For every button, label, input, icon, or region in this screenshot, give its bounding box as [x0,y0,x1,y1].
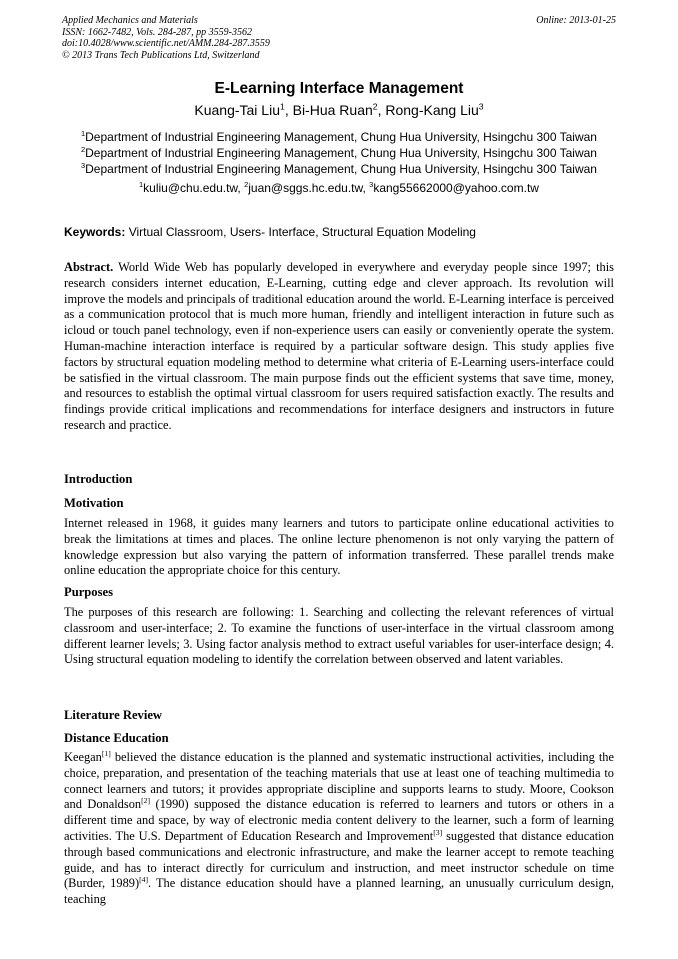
citation-ref: [2] [141,796,151,806]
paragraph-text: (1990) supposed the distance education is referred to learners and tutors or others in a different time and space, by way of electronic media content delivery to the learner, such a form of learning activities. The U.S. Department of Education Research and Improvement [64,797,614,843]
author-sup: 1 [280,101,285,112]
author-sup: 2 [372,101,378,112]
abstract-text: World Wide Web has popularly developed in everywhere and everyday people since 1997; this research considers internet education, E-Learning, cutting edge and clever approach. Its revolution will improve the models and principals of traditional education around the world. E-Learning interface is perceived as a communication protocol that is much more human, friendly and intelligent interaction in future such as icloud or touch panel technology, even if non-experience users can easily or conveniently operate the system. Human-machine interaction interface is required by a particular software design. This study applies five factors by structural equation modeling method to determine what criteria of E-Learning users-interface could be satisfied in the virtual classroom. The main purpose finds out the efficient systems that save time, money, and resources to establish the optimal virtual classroom for users required satisfaction exactly. The results and findings provide critical implications and recommendations for interface designers and instructors in future research and practice. [64,260,614,432]
author-name: Rong-Kang Liu [385,102,479,118]
author-sup: 3 [478,101,484,112]
affiliations [62,129,616,177]
citation-ref: [1] [101,748,111,758]
affiliation-line [62,161,616,177]
paragraph-text: believed the distance education is the planned and systematic instructional activities, including the choice, preparation, and presentation of the teaching materials that use at least one of teaching multimedia to connect learners and tutors; it provides appropriate discipline and supports learns to study. Moore, Cookson and Donaldson [64,750,614,812]
subsection-heading-motivation: Motivation [64,496,124,510]
abstract-label: Abstract. [64,260,114,274]
author-line: Kuang-Tai Liu$^1$, Bi-Hua Ruan$^2$, Rong-Kang Liu$^3$ [194,101,484,118]
subsection-heading-purposes: Purposes [64,585,113,599]
citation-ref: [3] [433,827,443,837]
affiliation-sup: 3 [81,161,86,170]
copyright-line: © 2013 Trans Tech Publications Ltd, Switzerland [62,49,260,61]
affiliation-line [62,145,616,161]
affiliation-text: Department of Industrial Engineering Management, Chung Hua University, Hsingchu 300 Taiwan [85,162,597,176]
section-heading-introduction: Introduction [64,472,133,486]
journal-header [62,15,616,61]
email-address: kang55662000@yahoo.com.tw [373,181,539,195]
paragraph-text: suggested that distance education through based communications and electronic infrastructure, and make the learner accept to remote teaching guide, and has to interact directly for curriculum and instruction, and meet instructor schedule on time (Burder, 1989) [64,828,614,891]
email-sup: 1 [139,180,144,189]
email-address: kuliu@chu.edu.tw [143,181,238,195]
author-name: Kuang-Tai Liu [194,102,280,118]
keywords-text: Virtual Classroom, Users- Interface, Structural Equation Modeling [128,225,476,239]
paragraph-text: . The distance education should have a planned learning, an unusually curriculum design, teaching [64,876,615,907]
email-line: $^1$kuliu@chu.edu.tw, $^2$juan@sggs.hc.edu.tw, $^3$kang55662000@yahoo.com.tw [139,180,539,195]
purposes-paragraph: The purposes of this research are following: 1. Searching and collecting the relevant references of virtual classroom and user-interface; 2. To examine the functions of user-interface in the virtual classroom among different learner levels; 3. Using factor analysis method to extract useful variables for user-interface design; 4. Using structural equation modeling to identify the correlation between observed and latent variables. [64,605,614,667]
keywords-label: Keywords: [64,225,126,239]
affiliation-sup: 1 [81,129,86,138]
motivation-paragraph: Internet released in 1968, it guides many learners and tutors to participate online educational activities to break the limitations at times and places. The online lecture phenomenon is not only varying the pattern of knowledge expression but also varying the pattern of information transferred. These parallel trends make online education the appropriate choice for this century. [64,516,614,578]
keywords [64,225,614,239]
affiliation-sup: 2 [81,145,86,154]
affiliation-text: Department of Industrial Engineering Management, Chung Hua University, Hsingchu 300 Taiwan [85,130,597,144]
abstract [64,260,614,434]
email-address: juan@sggs.hc.edu.tw [248,181,363,195]
affiliation-line [62,129,616,145]
section-heading-literature-review: Literature Review [64,708,163,722]
distance-education-paragraph [64,750,614,908]
author-name: Bi-Hua Ruan [292,102,373,118]
paragraph-text: Keegan [64,750,102,764]
issn-line: ISSN: 1662-7482, Vols. 284-287, pp 3559-3562 [62,26,252,38]
email-sup: 3 [369,180,374,189]
affiliation-text: Department of Industrial Engineering Management, Chung Hua University, Hsingchu 300 Taiwan [85,146,597,160]
citation-ref: [4] [139,875,149,885]
email-sup: 2 [244,180,249,189]
online-date: Online: 2013-01-25 [536,15,616,26]
paper-title: E-Learning Interface Management [214,80,464,97]
subsection-heading-distance-education: Distance Education [64,731,169,745]
doi-line: doi:10.4028/www.scientific.net/AMM.284-287.3559 [62,38,270,49]
journal-name: Applied Mechanics and Materials [62,15,198,26]
